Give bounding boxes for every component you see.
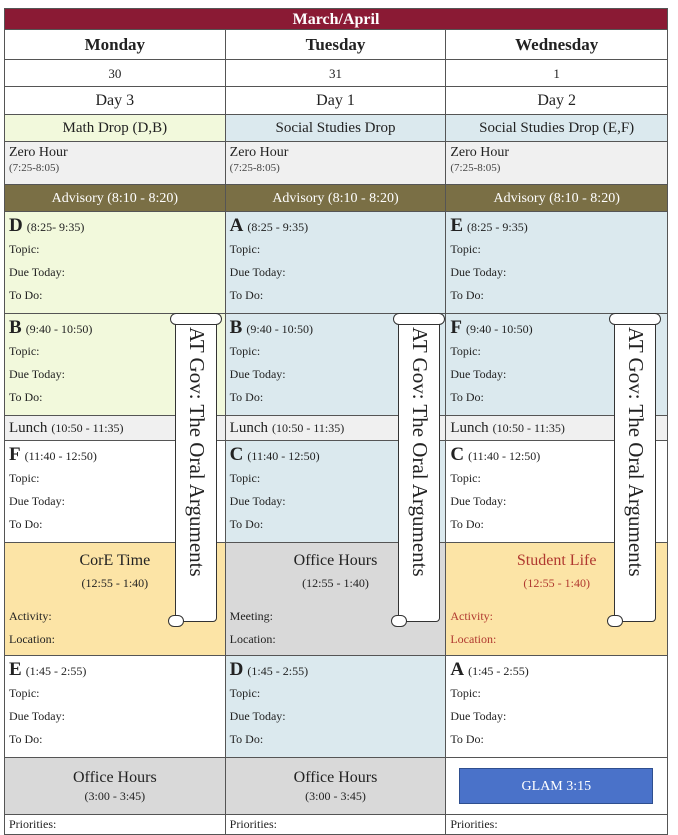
todo-label: To Do:	[450, 517, 484, 531]
topic-label: Topic:	[229, 471, 261, 485]
period-row-1	[4, 212, 668, 314]
activity-title: Student Life	[516, 552, 597, 569]
location-label: Location:	[229, 632, 276, 646]
office-hours-title: Office Hours	[293, 769, 378, 786]
period-letter: C	[229, 444, 244, 465]
due-label: Due Today:	[229, 709, 286, 723]
period-time: (11:40 - 12:50)	[24, 449, 97, 463]
glam-cell	[446, 758, 668, 815]
period-letter: F	[450, 317, 462, 338]
day-number-cell: Day 3	[5, 87, 226, 115]
lunch-label: Lunch	[9, 420, 48, 436]
period-cell	[226, 212, 447, 314]
zero-hour-time: (7:25-8:05)	[229, 162, 280, 174]
todo-label: To Do:	[229, 390, 264, 404]
office-hours-title: Office Hours	[72, 769, 157, 786]
activity-row	[4, 543, 668, 656]
zero-hour-time: (7:25-8:05)	[450, 162, 501, 174]
day-number-row	[4, 87, 668, 115]
period-time: (9:40 - 10:50)	[25, 322, 93, 336]
weekday-tuesday: Tuesday	[226, 30, 447, 60]
due-label: Due Today:	[229, 494, 286, 508]
weekday-monday: Monday	[5, 30, 226, 60]
period-cell	[5, 212, 226, 314]
lunch-time: (10:50 - 11:35)	[492, 421, 565, 435]
activity-time: (12:55 - 1:40)	[302, 576, 369, 590]
topic-label: Topic:	[229, 686, 261, 700]
due-label: Due Today:	[9, 367, 65, 381]
topic-label: Topic:	[450, 242, 481, 256]
lunch-row	[4, 416, 668, 441]
weekday-header-row	[4, 30, 668, 60]
period-time: (9:40 - 10:50)	[465, 322, 533, 336]
period-letter: A	[229, 215, 244, 236]
office-hours-time: (3:00 - 3:45)	[84, 789, 146, 803]
todo-label: To Do:	[450, 390, 484, 404]
glam-button[interactable]: GLAM 3:15	[459, 768, 653, 804]
due-label: Due Today:	[450, 709, 507, 723]
due-label: Due Today:	[450, 367, 507, 381]
todo-label: To Do:	[450, 288, 484, 302]
scroll-banner	[175, 318, 217, 622]
activity-label: Activity:	[450, 609, 494, 623]
lunch-time: (10:50 - 11:35)	[51, 421, 124, 435]
advisory-cell: Advisory (8:10 - 8:20)	[5, 185, 226, 212]
zero-hour-cell	[446, 142, 668, 185]
topic-label: Topic:	[450, 471, 481, 485]
topic-label: Topic:	[229, 344, 261, 358]
drop-cell: Social Studies Drop	[226, 115, 447, 142]
due-label: Due Today:	[9, 709, 65, 723]
period-letter: A	[450, 659, 465, 680]
date-cell: 30	[5, 60, 226, 87]
office-hours-time: (3:00 - 3:45)	[305, 789, 366, 803]
activity-title: CorE Time	[79, 552, 151, 569]
priorities-cell: Priorities:	[446, 815, 668, 835]
period-row-2	[4, 314, 668, 416]
period-time: (8:25 - 9:35)	[467, 220, 528, 234]
meeting-label: Meeting:	[229, 609, 273, 623]
period-row-4	[4, 656, 668, 758]
todo-label: To Do:	[9, 288, 43, 302]
topic-label: Topic:	[450, 686, 481, 700]
period-time: (1:45 - 2:55)	[25, 664, 87, 678]
drop-cell: Math Drop (D,B)	[5, 115, 226, 142]
activity-title: Office Hours	[293, 552, 378, 569]
day-number-cell: Day 1	[226, 87, 447, 115]
period-letter: E	[9, 659, 22, 680]
period-time: (11:40 - 12:50)	[468, 449, 541, 463]
zero-hour-cell	[226, 142, 447, 185]
priorities-row	[4, 815, 668, 835]
scroll-banner	[614, 318, 656, 622]
date-cell: 31	[226, 60, 447, 87]
topic-label: Topic:	[229, 242, 261, 256]
advisory-cell: Advisory (8:10 - 8:20)	[226, 185, 447, 212]
todo-label: To Do:	[229, 732, 264, 746]
topic-label: Topic:	[9, 242, 40, 256]
date-row	[4, 60, 668, 87]
zero-hour-label: Zero Hour	[450, 145, 510, 160]
due-label: Due Today:	[229, 367, 286, 381]
location-label: Location:	[9, 632, 55, 646]
lunch-label: Lunch	[229, 420, 268, 436]
month-title: March/April	[4, 8, 668, 30]
advisory-row	[4, 185, 668, 212]
period-letter: B	[229, 317, 243, 338]
topic-label: Topic:	[9, 686, 40, 700]
zero-hour-cell	[5, 142, 226, 185]
lunch-label: Lunch	[450, 420, 489, 436]
period-letter: D	[9, 215, 23, 236]
office-hours-row	[4, 758, 668, 815]
lunch-time: (10:50 - 11:35)	[272, 421, 345, 435]
office-hours-cell	[226, 758, 447, 815]
due-label: Due Today:	[9, 494, 65, 508]
scroll-banner-text: AT Gov: The Oral Arguments	[185, 327, 209, 577]
day-number-cell: Day 2	[446, 87, 668, 115]
drop-cell: Social Studies Drop (E,F)	[446, 115, 668, 142]
activity-time: (12:55 - 1:40)	[81, 576, 149, 590]
period-letter: C	[450, 444, 465, 465]
period-row-3	[4, 441, 668, 543]
scroll-banner-text: AT Gov: The Oral Arguments	[408, 327, 432, 577]
zero-hour-row	[4, 142, 668, 185]
schedule-grid	[4, 8, 668, 835]
due-label: Due Today:	[229, 265, 286, 279]
scroll-banner	[398, 318, 440, 622]
period-cell	[446, 212, 668, 314]
period-time: (1:45 - 2:55)	[468, 664, 529, 678]
period-letter: E	[450, 215, 464, 236]
office-hours-cell	[5, 758, 226, 815]
due-label: Due Today:	[9, 265, 65, 279]
period-time: (9:40 - 10:50)	[246, 322, 314, 336]
period-time: (11:40 - 12:50)	[247, 449, 320, 463]
priorities-cell: Priorities:	[5, 815, 226, 835]
period-time: (8:25 - 9:35)	[247, 220, 309, 234]
period-cell	[446, 656, 668, 758]
todo-label: To Do:	[9, 517, 43, 531]
weekday-wednesday: Wednesday	[446, 30, 668, 60]
period-time: (8:25- 9:35)	[26, 220, 85, 234]
topic-label: Topic:	[450, 344, 481, 358]
due-label: Due Today:	[450, 494, 507, 508]
zero-hour-time: (7:25-8:05)	[9, 162, 60, 174]
todo-label: To Do:	[9, 732, 43, 746]
date-cell: 1	[446, 60, 668, 87]
period-time: (1:45 - 2:55)	[247, 664, 309, 678]
period-cell	[5, 656, 226, 758]
advisory-cell: Advisory (8:10 - 8:20)	[446, 185, 668, 212]
topic-label: Topic:	[9, 471, 40, 485]
period-letter: D	[229, 659, 244, 680]
drop-row	[4, 115, 668, 142]
period-letter: B	[9, 317, 22, 338]
period-letter: F	[9, 444, 21, 465]
zero-hour-label: Zero Hour	[229, 145, 289, 160]
due-label: Due Today:	[450, 265, 507, 279]
todo-label: To Do:	[229, 517, 264, 531]
zero-hour-label: Zero Hour	[9, 145, 68, 160]
scroll-banner-text: AT Gov: The Oral Arguments	[624, 327, 648, 577]
location-label: Location:	[450, 632, 497, 646]
todo-label: To Do:	[450, 732, 484, 746]
todo-label: To Do:	[229, 288, 264, 302]
topic-label: Topic:	[9, 344, 40, 358]
priorities-cell: Priorities:	[226, 815, 447, 835]
todo-label: To Do:	[9, 390, 43, 404]
activity-time: (12:55 - 1:40)	[523, 576, 590, 590]
activity-label: Activity:	[9, 609, 52, 623]
period-cell	[226, 656, 447, 758]
